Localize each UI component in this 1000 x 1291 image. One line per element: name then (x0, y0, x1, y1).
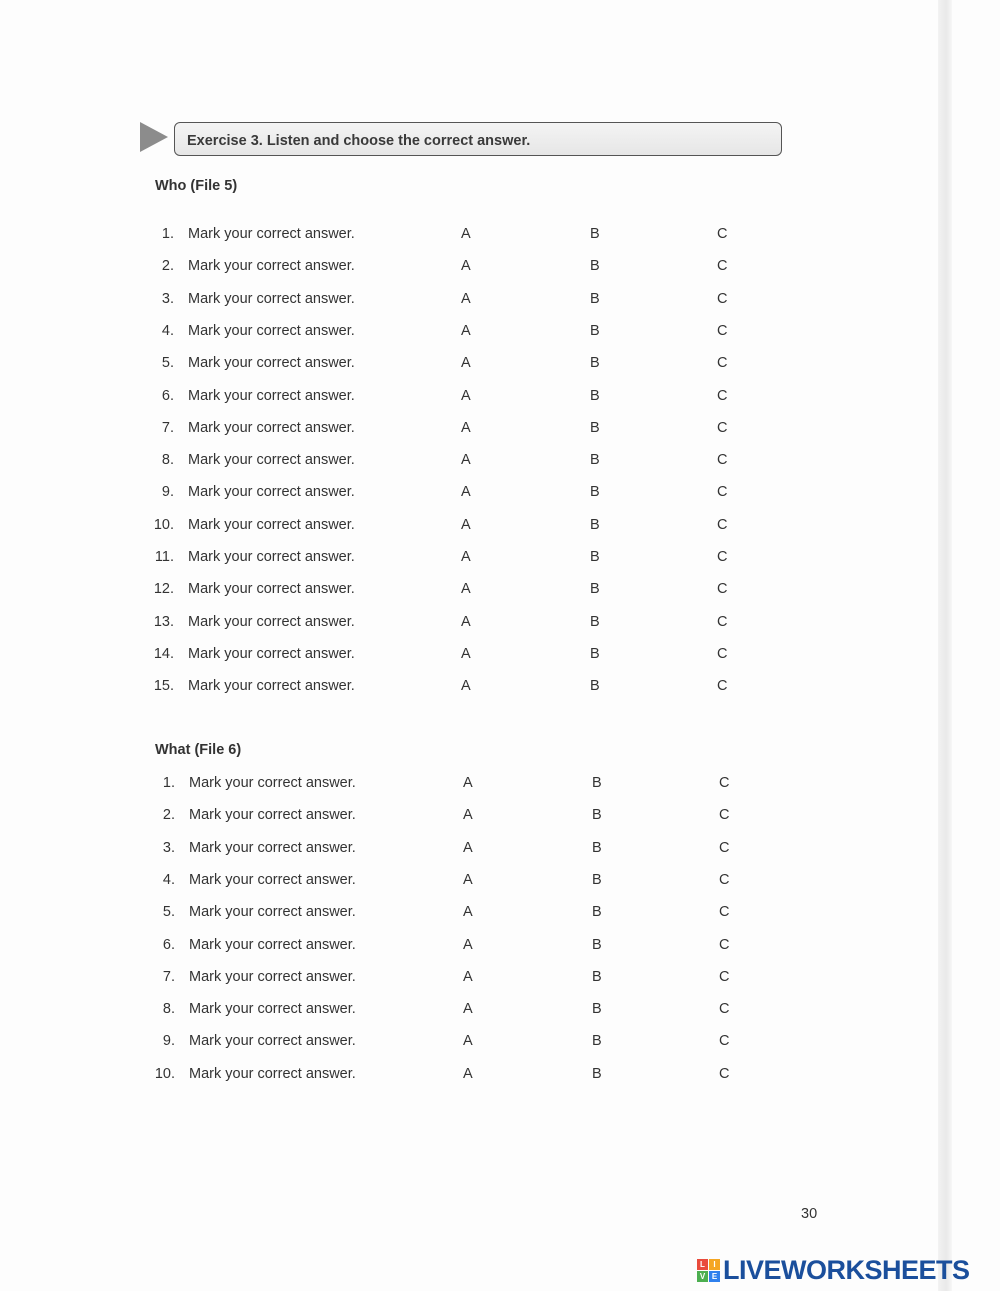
option-b[interactable]: B (590, 290, 600, 307)
option-b[interactable]: B (592, 1001, 602, 1018)
question-number: 2. (161, 258, 174, 275)
question-number: 3. (161, 290, 174, 307)
question-number: 13. (153, 613, 174, 630)
question-number: 14. (153, 645, 174, 662)
exercise-header-box (174, 122, 782, 156)
option-a[interactable]: A (461, 258, 471, 275)
option-b[interactable]: B (590, 678, 600, 695)
option-b[interactable]: B (590, 484, 600, 501)
liveworksheets-logo-icon (697, 1259, 720, 1282)
question-text: Mark your correct answer. (188, 355, 355, 372)
question-text: Mark your correct answer. (188, 387, 355, 404)
question-text: Mark your correct answer. (189, 871, 356, 888)
option-b[interactable]: B (592, 807, 602, 824)
option-b[interactable]: B (592, 1033, 602, 1050)
option-a[interactable]: A (463, 968, 473, 985)
option-b[interactable]: B (590, 613, 600, 630)
question-number: 2. (162, 807, 175, 824)
option-a[interactable]: A (461, 355, 471, 372)
option-a[interactable]: A (461, 419, 471, 436)
option-a[interactable]: A (463, 807, 473, 824)
option-a[interactable]: A (461, 581, 471, 598)
option-b[interactable]: B (590, 645, 600, 662)
question-row (0, 807, 1000, 827)
option-c[interactable]: C (717, 484, 728, 501)
logo-tile: L (697, 1259, 708, 1270)
question-text: Mark your correct answer. (188, 678, 355, 695)
question-row (0, 646, 1000, 666)
question-row (0, 840, 1000, 860)
question-number: 1. (161, 226, 174, 242)
option-c[interactable]: C (717, 452, 728, 469)
question-row (0, 1066, 1000, 1086)
question-row (0, 452, 1000, 472)
option-a[interactable]: A (463, 775, 473, 791)
option-b[interactable]: B (590, 419, 600, 436)
question-text: Mark your correct answer. (189, 775, 356, 791)
option-b[interactable]: B (590, 322, 600, 339)
question-row (0, 291, 1000, 311)
exercise-title: Exercise 3. Listen and choose the correct answer. (187, 133, 531, 149)
option-c[interactable]: C (717, 516, 728, 533)
option-b[interactable]: B (590, 516, 600, 533)
option-a[interactable]: A (463, 1065, 473, 1082)
question-text: Mark your correct answer. (188, 549, 355, 565)
question-number: 11. (154, 549, 174, 565)
arrow-icon (140, 122, 168, 152)
question-text: Mark your correct answer. (189, 936, 356, 953)
question-text: Mark your correct answer. (188, 452, 355, 469)
question-number: 9. (162, 1033, 175, 1050)
option-b[interactable]: B (590, 258, 600, 275)
option-c[interactable]: C (719, 936, 730, 953)
option-a[interactable]: A (461, 322, 471, 339)
option-b[interactable]: B (590, 226, 600, 242)
question-number: 7. (161, 419, 174, 436)
logo-tile: E (709, 1271, 720, 1282)
option-a[interactable]: A (461, 226, 471, 242)
question-row (0, 937, 1000, 957)
option-a[interactable]: A (461, 290, 471, 307)
question-text: Mark your correct answer. (189, 968, 356, 985)
question-number: 5. (161, 355, 174, 372)
question-row (0, 484, 1000, 504)
question-row (0, 1033, 1000, 1053)
question-row (0, 872, 1000, 892)
option-c[interactable]: C (719, 839, 730, 856)
question-text: Mark your correct answer. (188, 290, 355, 307)
brand-name: LIVEWORKSHEETS (723, 1254, 970, 1285)
option-b[interactable]: B (592, 968, 602, 985)
question-text: Mark your correct answer. (189, 1001, 356, 1018)
option-b[interactable]: B (590, 549, 600, 565)
option-c[interactable]: C (717, 290, 728, 307)
question-number: 3. (162, 839, 175, 856)
option-c[interactable]: C (719, 1065, 730, 1082)
option-c[interactable]: C (719, 968, 730, 985)
question-text: Mark your correct answer. (188, 322, 355, 339)
question-row (0, 1001, 1000, 1021)
question-row (0, 775, 1000, 795)
option-c[interactable]: C (717, 322, 728, 339)
option-b[interactable]: B (590, 581, 600, 598)
question-number: 4. (161, 322, 174, 339)
option-c[interactable]: C (719, 807, 730, 824)
option-a[interactable]: A (463, 904, 473, 921)
question-number: 10. (153, 516, 174, 533)
option-b[interactable]: B (590, 355, 600, 372)
option-c[interactable]: C (719, 1001, 730, 1018)
question-row (0, 614, 1000, 634)
question-number: 8. (162, 1001, 175, 1018)
option-b[interactable]: B (592, 936, 602, 953)
option-c[interactable]: C (719, 904, 730, 921)
question-row (0, 323, 1000, 343)
question-row (0, 258, 1000, 278)
question-text: Mark your correct answer. (188, 516, 355, 533)
option-a[interactable]: A (461, 678, 471, 695)
option-a[interactable]: A (461, 613, 471, 630)
option-a[interactable]: A (463, 871, 473, 888)
question-number: 6. (162, 936, 175, 953)
option-c[interactable]: C (717, 387, 728, 404)
question-number: 1. (162, 775, 175, 791)
option-a[interactable]: A (461, 549, 471, 565)
question-text: Mark your correct answer. (189, 839, 356, 856)
question-text: Mark your correct answer. (188, 484, 355, 501)
page-number: 30 (801, 1206, 818, 1222)
option-a[interactable]: A (461, 452, 471, 469)
section-title: Who (File 5) (155, 178, 238, 194)
question-text: Mark your correct answer. (188, 226, 355, 242)
question-number: 4. (162, 871, 175, 888)
question-number: 8. (161, 452, 174, 469)
question-text: Mark your correct answer. (188, 613, 355, 630)
liveworksheets-brand[interactable] (697, 1256, 970, 1284)
section-title: What (File 6) (155, 742, 242, 758)
option-b[interactable]: B (592, 904, 602, 921)
option-c[interactable]: C (717, 678, 728, 695)
question-text: Mark your correct answer. (189, 1065, 356, 1082)
question-row (0, 581, 1000, 601)
option-a[interactable]: A (461, 516, 471, 533)
option-c[interactable]: C (717, 613, 728, 630)
question-text: Mark your correct answer. (188, 419, 355, 436)
question-number: 15. (153, 678, 174, 695)
option-c[interactable]: C (717, 355, 728, 372)
question-number: 6. (161, 387, 174, 404)
question-number: 5. (162, 904, 175, 921)
question-number: 7. (162, 968, 175, 985)
option-b[interactable]: B (592, 775, 602, 791)
question-row (0, 355, 1000, 375)
option-a[interactable]: A (461, 645, 471, 662)
option-a[interactable]: A (463, 1033, 473, 1050)
option-c[interactable]: C (717, 226, 728, 242)
option-c[interactable]: C (717, 258, 728, 275)
question-text: Mark your correct answer. (188, 581, 355, 598)
option-c[interactable]: C (717, 645, 728, 662)
question-text: Mark your correct answer. (188, 645, 355, 662)
option-a[interactable]: A (463, 839, 473, 856)
logo-tile: I (709, 1259, 720, 1270)
option-a[interactable]: A (463, 1001, 473, 1018)
option-a[interactable]: A (461, 387, 471, 404)
option-c[interactable]: C (717, 549, 728, 565)
question-row (0, 969, 1000, 989)
option-c[interactable]: C (719, 1033, 730, 1050)
question-row (0, 904, 1000, 924)
question-row (0, 420, 1000, 440)
question-text: Mark your correct answer. (189, 1033, 356, 1050)
option-c[interactable]: C (717, 581, 728, 598)
question-row (0, 517, 1000, 537)
option-b[interactable]: B (592, 1065, 602, 1082)
logo-tile: V (697, 1271, 708, 1282)
option-a[interactable]: A (463, 936, 473, 953)
question-text: Mark your correct answer. (189, 904, 356, 921)
question-text: Mark your correct answer. (189, 807, 356, 824)
option-b[interactable]: B (592, 871, 602, 888)
option-b[interactable]: B (590, 452, 600, 469)
question-number: 10. (154, 1065, 175, 1082)
question-row (0, 388, 1000, 408)
question-number: 12. (153, 581, 174, 598)
question-number: 9. (161, 484, 174, 501)
option-c[interactable]: C (719, 871, 730, 888)
question-row (0, 678, 1000, 698)
option-c[interactable]: C (717, 419, 728, 436)
option-c[interactable]: C (719, 775, 730, 791)
option-a[interactable]: A (461, 484, 471, 501)
question-row (0, 549, 1000, 569)
question-text: Mark your correct answer. (188, 258, 355, 275)
question-row (0, 226, 1000, 246)
option-b[interactable]: B (592, 839, 602, 856)
option-b[interactable]: B (590, 387, 600, 404)
